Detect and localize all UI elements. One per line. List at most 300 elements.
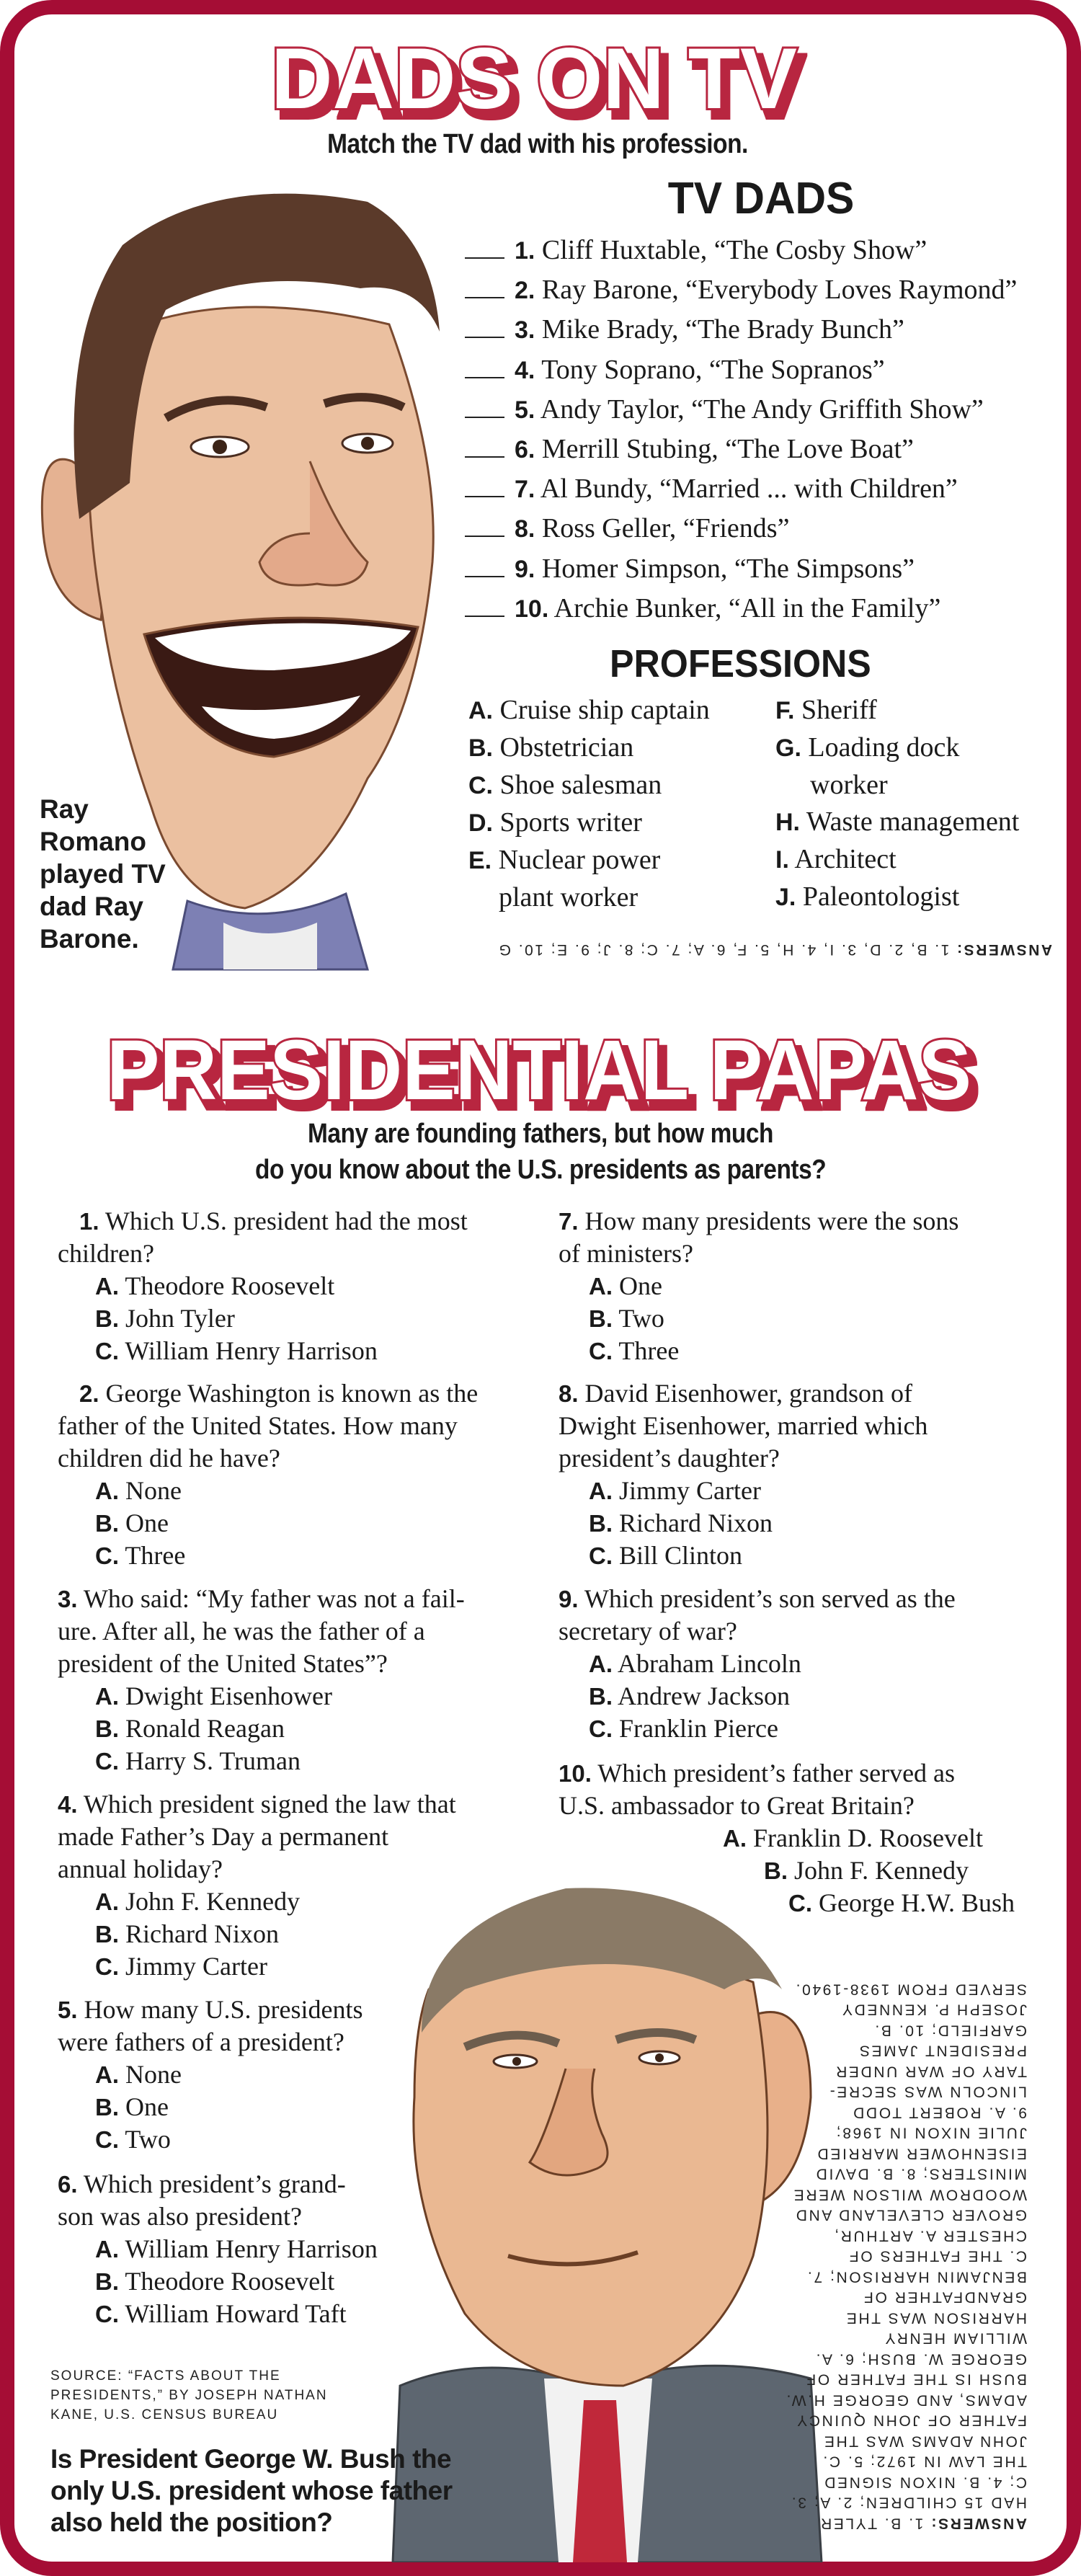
profession-letter: A. [468,697,493,724]
answer-line [753,2471,1027,2492]
question-text-line [58,1615,465,1648]
question-7 [559,1205,958,1367]
answer-blank[interactable] [465,275,504,298]
dad-text: Andy Taylor, “The Andy Griffith Show” [540,394,984,425]
profession-item [468,767,710,804]
option-letter: C. [95,1542,119,1569]
question-text-line [58,2026,363,2058]
question-text-line [58,1442,478,1475]
answer-text: SERVED FROM 1938-1940. [794,1981,1027,1998]
profession-letter: H. [775,809,800,836]
answer-blank[interactable] [465,315,504,338]
answer-option[interactable] [559,1887,1015,1919]
dad-item [465,589,1017,629]
option-letter: A. [95,2061,119,2088]
ray-romano-caption [40,793,166,955]
answer-line [753,2492,1027,2513]
answer-option[interactable] [58,2298,378,2330]
profession-item [775,804,1019,841]
option-letter: B. [589,1305,613,1332]
option-text: One [125,1509,169,1537]
answer-option[interactable] [559,1713,956,1745]
dads-answers-upside-down [476,941,1052,958]
answer-line [753,2389,1027,2410]
option-letter: A. [95,1478,119,1504]
answer-option[interactable] [58,2058,363,2091]
answer-line [753,2246,1027,2267]
caption-line: Ray [40,794,89,824]
question-text: son was also president? [58,2202,302,2231]
option-text: Andrew Jackson [618,1682,790,1710]
profession-continuation: plant worker [499,882,639,912]
answer-blank[interactable] [465,236,504,259]
dad-number: 8. [515,515,535,543]
answer-option[interactable] [559,1302,958,1335]
question-text: president of the United States”? [58,1649,388,1678]
option-text: Two [618,1304,664,1333]
option-text: George H.W. Bush [819,1888,1015,1917]
question-text-line [58,1853,456,1886]
option-text: One [125,2092,169,2121]
question-text: were fathers of a president? [58,2028,344,2056]
answer-text: EISENHOWER MARRIED [816,2145,1027,2162]
answer-line [753,2205,1027,2226]
answer-text: HAD 15 CHILDREN; 2. A; 3. [790,2495,1027,2511]
profession-text: Waste management [806,807,1020,837]
answer-line [753,2082,1027,2102]
answer-blank[interactable] [465,514,504,537]
dad-text: Ross Geller, “Friends” [541,513,790,544]
question-text: Dwight Eisenhower, married which [559,1411,928,1440]
profession-letter: J. [775,884,796,911]
professions-col1 [468,692,710,916]
profession-continuation: worker [810,770,888,800]
question-2 [58,1377,478,1572]
option-letter: C. [95,1338,119,1364]
question-10 [559,1757,1015,1919]
profession-text: Architect [794,844,897,874]
dad-number: 2. [515,277,535,305]
answer-text: ADAMS, AND GEORGE H.W. [784,2391,1027,2409]
option-text: Ronald Reagan [125,1714,285,1743]
question-text-line [58,1788,456,1821]
answer-blank[interactable] [465,594,504,617]
question-text: David Eisenhower, grandson of [584,1379,912,1408]
answer-text: PRESIDENT JAMES [858,2043,1027,2059]
answer-option[interactable] [58,1713,465,1745]
option-text: Bill Clinton [619,1541,743,1570]
answer-option[interactable] [559,1507,927,1540]
answer-blank[interactable] [465,395,504,418]
profession-letter: B. [468,734,493,762]
option-text: Theodore Roosevelt [125,1271,335,1300]
option-letter: A. [589,1273,613,1300]
caption-line: Barone. [40,924,139,954]
answers-label: ANSWERS: [929,2515,1027,2532]
dad-number: 5. [515,396,535,424]
answer-line [753,1978,1027,1999]
option-letter: A. [589,1478,613,1504]
option-letter: A. [723,1825,747,1852]
answer-text: C. THE FATHERS OF [848,2248,1027,2265]
question-text: Who said: “My father was not a fail- [83,1584,465,1613]
bush-question-line: Is President George W. Bush the [50,2444,452,2474]
answer-blank[interactable] [465,554,504,577]
question-text: Which president signed the law that [83,1790,456,1818]
answer-line [753,2061,1027,2082]
option-text: Dwight Eisenhower [125,1682,332,1710]
question-8 [559,1377,927,1572]
answer-blank[interactable] [465,474,504,497]
answer-text: GARFIELD; 10. B. [873,2022,1027,2039]
answer-option[interactable] [58,2265,378,2298]
question-text-line [58,1821,456,1853]
question-number: 4. [58,1791,78,1818]
answer-line [753,2184,1027,2205]
option-letter: C. [95,1748,119,1775]
bush-question [50,2443,453,2539]
question-1 [58,1205,468,1367]
answer-option[interactable] [58,1745,465,1777]
profession-item [775,692,1019,729]
question-number: 9. [559,1586,579,1612]
question-text: Which president’s grand- [83,2169,346,2198]
answer-text: FATHER OF JOHN QUINCY [795,2412,1027,2429]
question-text-line [559,1410,927,1442]
question-text-line [58,1410,478,1442]
answer-option[interactable] [58,2091,363,2123]
question-9 [559,1583,956,1745]
dad-item [465,270,1017,310]
answer-text: BUSH IS THE FATHER OF [804,2371,1027,2388]
option-text: Jimmy Carter [619,1476,761,1505]
answer-line [753,2266,1027,2287]
answer-option[interactable] [559,1475,927,1507]
option-letter: A. [95,1683,119,1710]
question-text: Which U.S. president had the most [104,1207,468,1235]
answer-text: LINCOLN WAS SECRE- [828,2084,1027,2100]
option-letter: C. [589,1338,613,1364]
dad-item [465,549,1017,589]
answer-line [753,2328,1027,2349]
option-text: None [125,2060,182,2089]
answer-line [753,2143,1027,2164]
question-3 [58,1583,465,1777]
source-credit [50,2366,328,2425]
answer-text: BENJAMIN HARRISON; 7. [806,2268,1027,2286]
answer-line [753,2287,1027,2308]
option-text: Two [125,2125,171,2154]
option-text: One [619,1271,662,1300]
question-text-line [58,2168,378,2200]
answer-line [753,2164,1027,2185]
answer-line [753,2020,1027,2040]
dad-text: Mike Brady, “The Brady Bunch” [541,314,904,345]
question-text-line [559,1583,956,1615]
question-text-line [559,1790,1015,1822]
question-text-line [559,1205,958,1238]
option-letter: B. [764,1857,788,1884]
answer-option[interactable] [58,1950,456,1983]
dad-item [465,509,1017,548]
answer-text: JULIE NIXON IN 1968; [835,2125,1027,2141]
question-text-line [58,1377,478,1410]
option-letter: B. [95,1715,119,1742]
option-text: William Howard Taft [125,2299,347,2328]
answer-line [753,2369,1027,2390]
answer-text: WILLIAM HENRY [883,2330,1027,2347]
dad-item [465,430,1017,469]
answer-line [753,2451,1027,2472]
profession-text: Nuclear power [498,845,661,875]
answer-option[interactable] [559,1855,1015,1887]
question-text: George Washington is known as the [105,1379,479,1408]
option-letter: C. [788,1890,812,1917]
source-line: SOURCE: “FACTS ABOUT THE [50,2368,281,2384]
option-text: Three [125,1541,186,1570]
tv-dads-list [465,231,1017,629]
question-text: How many presidents were the sons [584,1207,959,1235]
question-text: How many U.S. presidents [84,1995,363,2024]
question-text-line [58,1583,465,1615]
profession-item [775,841,1019,879]
answer-option[interactable] [58,1886,456,1918]
profession-letter: F. [775,697,795,724]
option-letter: C. [589,1715,613,1742]
answer-option[interactable] [58,1302,468,1335]
question-text-line [58,2200,378,2233]
question-text: children did he have? [58,1444,280,1473]
option-text: Jimmy Carter [125,1952,267,1981]
profession-item [468,804,710,842]
answer-option[interactable] [58,1918,456,1950]
answer-blank[interactable] [465,435,504,458]
answer-text: JOHN ADAMS WAS THE [822,2433,1027,2450]
answer-option[interactable] [58,1335,468,1367]
option-text: Richard Nixon [619,1509,773,1537]
profession-text: Loading dock [808,732,960,763]
dad-number: 6. [515,435,535,463]
option-text: Franklin D. Roosevelt [753,1824,983,1852]
answer-option[interactable] [58,2123,363,2156]
question-number: 8. [559,1380,579,1407]
profession-text: Paleontologist [802,881,960,912]
dad-text: Merrill Stubing, “The Love Boat” [541,433,914,464]
question-text: Which president’s father served as [597,1759,956,1787]
question-text: U.S. ambassador to Great Britain? [559,1791,915,1820]
dad-number: 1. [515,237,535,265]
dads-on-tv-title [267,29,814,126]
question-text-line [58,1994,363,2026]
answer-option[interactable] [58,1475,478,1507]
answers-label: ANSWERS: [955,941,1052,958]
question-number: 10. [559,1760,592,1787]
caption-line: played TV [40,859,166,889]
answer-text: TARY OF WAR UNDER [834,2063,1027,2080]
option-letter: B. [95,1921,119,1947]
answer-blank[interactable] [465,355,504,378]
question-text-line [559,1377,927,1410]
answer-option[interactable] [58,1540,478,1572]
profession-text: Sports writer [499,807,642,838]
dad-text: Al Bundy, “Married ... with Children” [540,474,958,505]
option-letter: B. [589,1510,613,1537]
question-number: 6. [58,2171,78,2198]
option-letter: B. [95,1305,119,1332]
option-letter: B. [95,2268,119,2295]
answer-option[interactable] [559,1822,1015,1855]
answer-line [753,2307,1027,2328]
question-text-line [559,1757,1015,1790]
dad-text: Tony Soprano, “The Sopranos” [541,354,885,385]
answer-line [753,2102,1027,2123]
dad-number: 10. [515,595,549,623]
dad-item [465,310,1017,350]
question-number: 2. [79,1380,99,1407]
dad-number: 7. [515,476,535,504]
option-letter: A. [95,2236,119,2262]
answer-option[interactable] [559,1270,958,1302]
answer-text: JOSEPH P. KENNEDY [840,2002,1027,2018]
question-4 [58,1788,456,1983]
title-text: PRESIDENTIAL PAPAS [107,1023,971,1118]
option-letter: B. [589,1683,613,1710]
source-line: KANE, U.S. CENSUS BUREAU [50,2407,279,2422]
question-text: secretary of war? [559,1617,737,1645]
answer-text: MINISTERS; 8. B. DAVID [814,2166,1027,2182]
profession-item [775,729,1019,767]
profession-item [468,842,710,879]
papas-subtitle-line1: Many are founding fathers, but how much [307,1119,774,1149]
dad-text: Archie Bunker, “All in the Family” [553,592,941,623]
answer-option[interactable] [58,1270,468,1302]
answer-text: HARRISON WAS THE [845,2309,1027,2327]
answer-option[interactable] [559,1680,956,1713]
answer-text: GEORGE W. BUSH; 6. A. [814,2350,1027,2368]
option-letter: B. [95,2094,119,2120]
caption-line: Romano [40,827,146,856]
question-6 [58,2168,378,2330]
profession-letter: I. [775,846,789,874]
dad-item [465,390,1017,430]
answer-line [753,2225,1027,2246]
dad-text: Cliff Huxtable, “The Cosby Show” [541,235,927,265]
option-letter: C. [95,1953,119,1980]
presidential-papas-title [101,1020,987,1117]
question-text-line [559,1615,956,1648]
option-text: John Tyler [125,1304,235,1333]
profession-text: Cruise ship captain [499,695,710,725]
question-number: 5. [58,1997,78,2023]
dads-subtitle: Match the TV dad with his profession. [327,129,748,159]
profession-text: Shoe salesman [499,770,662,800]
answer-text: WOODROW WILSON WERE [792,2186,1027,2203]
answer-text: 1. B. TYLER [819,2515,930,2532]
answer-line [753,2430,1027,2451]
question-text: of ministers? [559,1239,693,1268]
answer-line [753,2513,1027,2533]
answer-text: CHESTER A. ARTHUR, [832,2227,1027,2244]
dad-text: Ray Barone, “Everybody Loves Raymond” [541,275,1018,306]
option-text: Theodore Roosevelt [125,2267,335,2296]
dad-text: Homer Simpson, “The Simpsons” [541,553,915,584]
option-text: Richard Nixon [125,1919,279,1948]
option-text: John F. Kennedy [794,1856,969,1885]
option-text: None [125,1476,182,1505]
answer-option[interactable] [58,2233,378,2265]
title-text: DADS ON TV [271,30,797,127]
profession-letter: D. [468,809,493,837]
profession-item [468,729,710,767]
answer-line [753,2040,1027,2061]
answers-text: 1. B, 2. D, 3. I, 4. H, 5. F, 6. A; 7. C; 8. J; 9. E; 10. G [497,941,950,958]
answer-option[interactable] [58,1680,465,1713]
answer-option[interactable] [559,1540,927,1572]
tv-dads-heading: TV DADS [667,174,855,223]
papas-answers-upside-down [753,1978,1027,2533]
option-letter: C. [95,2126,119,2153]
question-text: children? [58,1239,154,1268]
answer-text: C; 4. B. NIXON SIGNED [822,2474,1027,2491]
papas-subtitle-line2: do you know about the U.S. presidents as parents? [255,1155,827,1185]
question-text-line [559,1442,927,1475]
option-text: William Henry Harrison [125,1336,378,1365]
question-text-line [58,1205,468,1238]
question-text: annual holiday? [58,1855,223,1883]
option-letter: B. [95,1510,119,1537]
answer-line [753,2348,1027,2369]
option-text: William Henry Harrison [125,2234,378,2263]
profession-text: Obstetrician [499,732,634,763]
answer-option[interactable] [58,1507,478,1540]
option-text: John F. Kennedy [125,1887,301,1916]
answer-line [753,1999,1027,2020]
answer-text: THE LAW IN 1972; 5. C. [821,2453,1027,2470]
source-line: PRESIDENTS,” BY JOSEPH NATHAN [50,2388,328,2403]
option-letter: C. [95,2301,119,2327]
question-number: 7. [559,1208,579,1235]
option-letter: A. [95,1888,119,1915]
answer-line [753,2410,1027,2431]
question-number: 1. [79,1208,99,1235]
question-text: Which president’s son served as the [584,1584,956,1613]
dad-item [465,350,1017,390]
dad-item [465,469,1017,509]
question-text: father of the United States. How many [58,1411,458,1440]
dad-number: 3. [515,316,535,345]
profession-text: Sheriff [801,695,877,725]
question-text: president’s daughter? [559,1444,780,1473]
question-text-line [559,1238,958,1270]
profession-item [775,879,1019,916]
option-letter: A. [95,1273,119,1300]
bush-question-line: also held the position? [50,2508,333,2537]
question-text: ure. After all, he was the father of a [58,1617,425,1645]
answer-option[interactable] [559,1335,958,1367]
question-5 [58,1994,363,2156]
answer-line [753,2123,1027,2144]
answer-option[interactable] [559,1648,956,1680]
profession-item [468,692,710,729]
question-text-line [58,1648,465,1680]
option-text: Harry S. Truman [125,1746,301,1775]
option-text: Franklin Pierce [619,1714,778,1743]
professions-heading: PROFESSIONS [610,642,871,685]
dad-item [465,231,1017,270]
option-text: Abraham Lincoln [618,1649,801,1678]
bush-question-line: only U.S. president whose father [50,2476,453,2505]
dad-number: 4. [515,356,535,384]
